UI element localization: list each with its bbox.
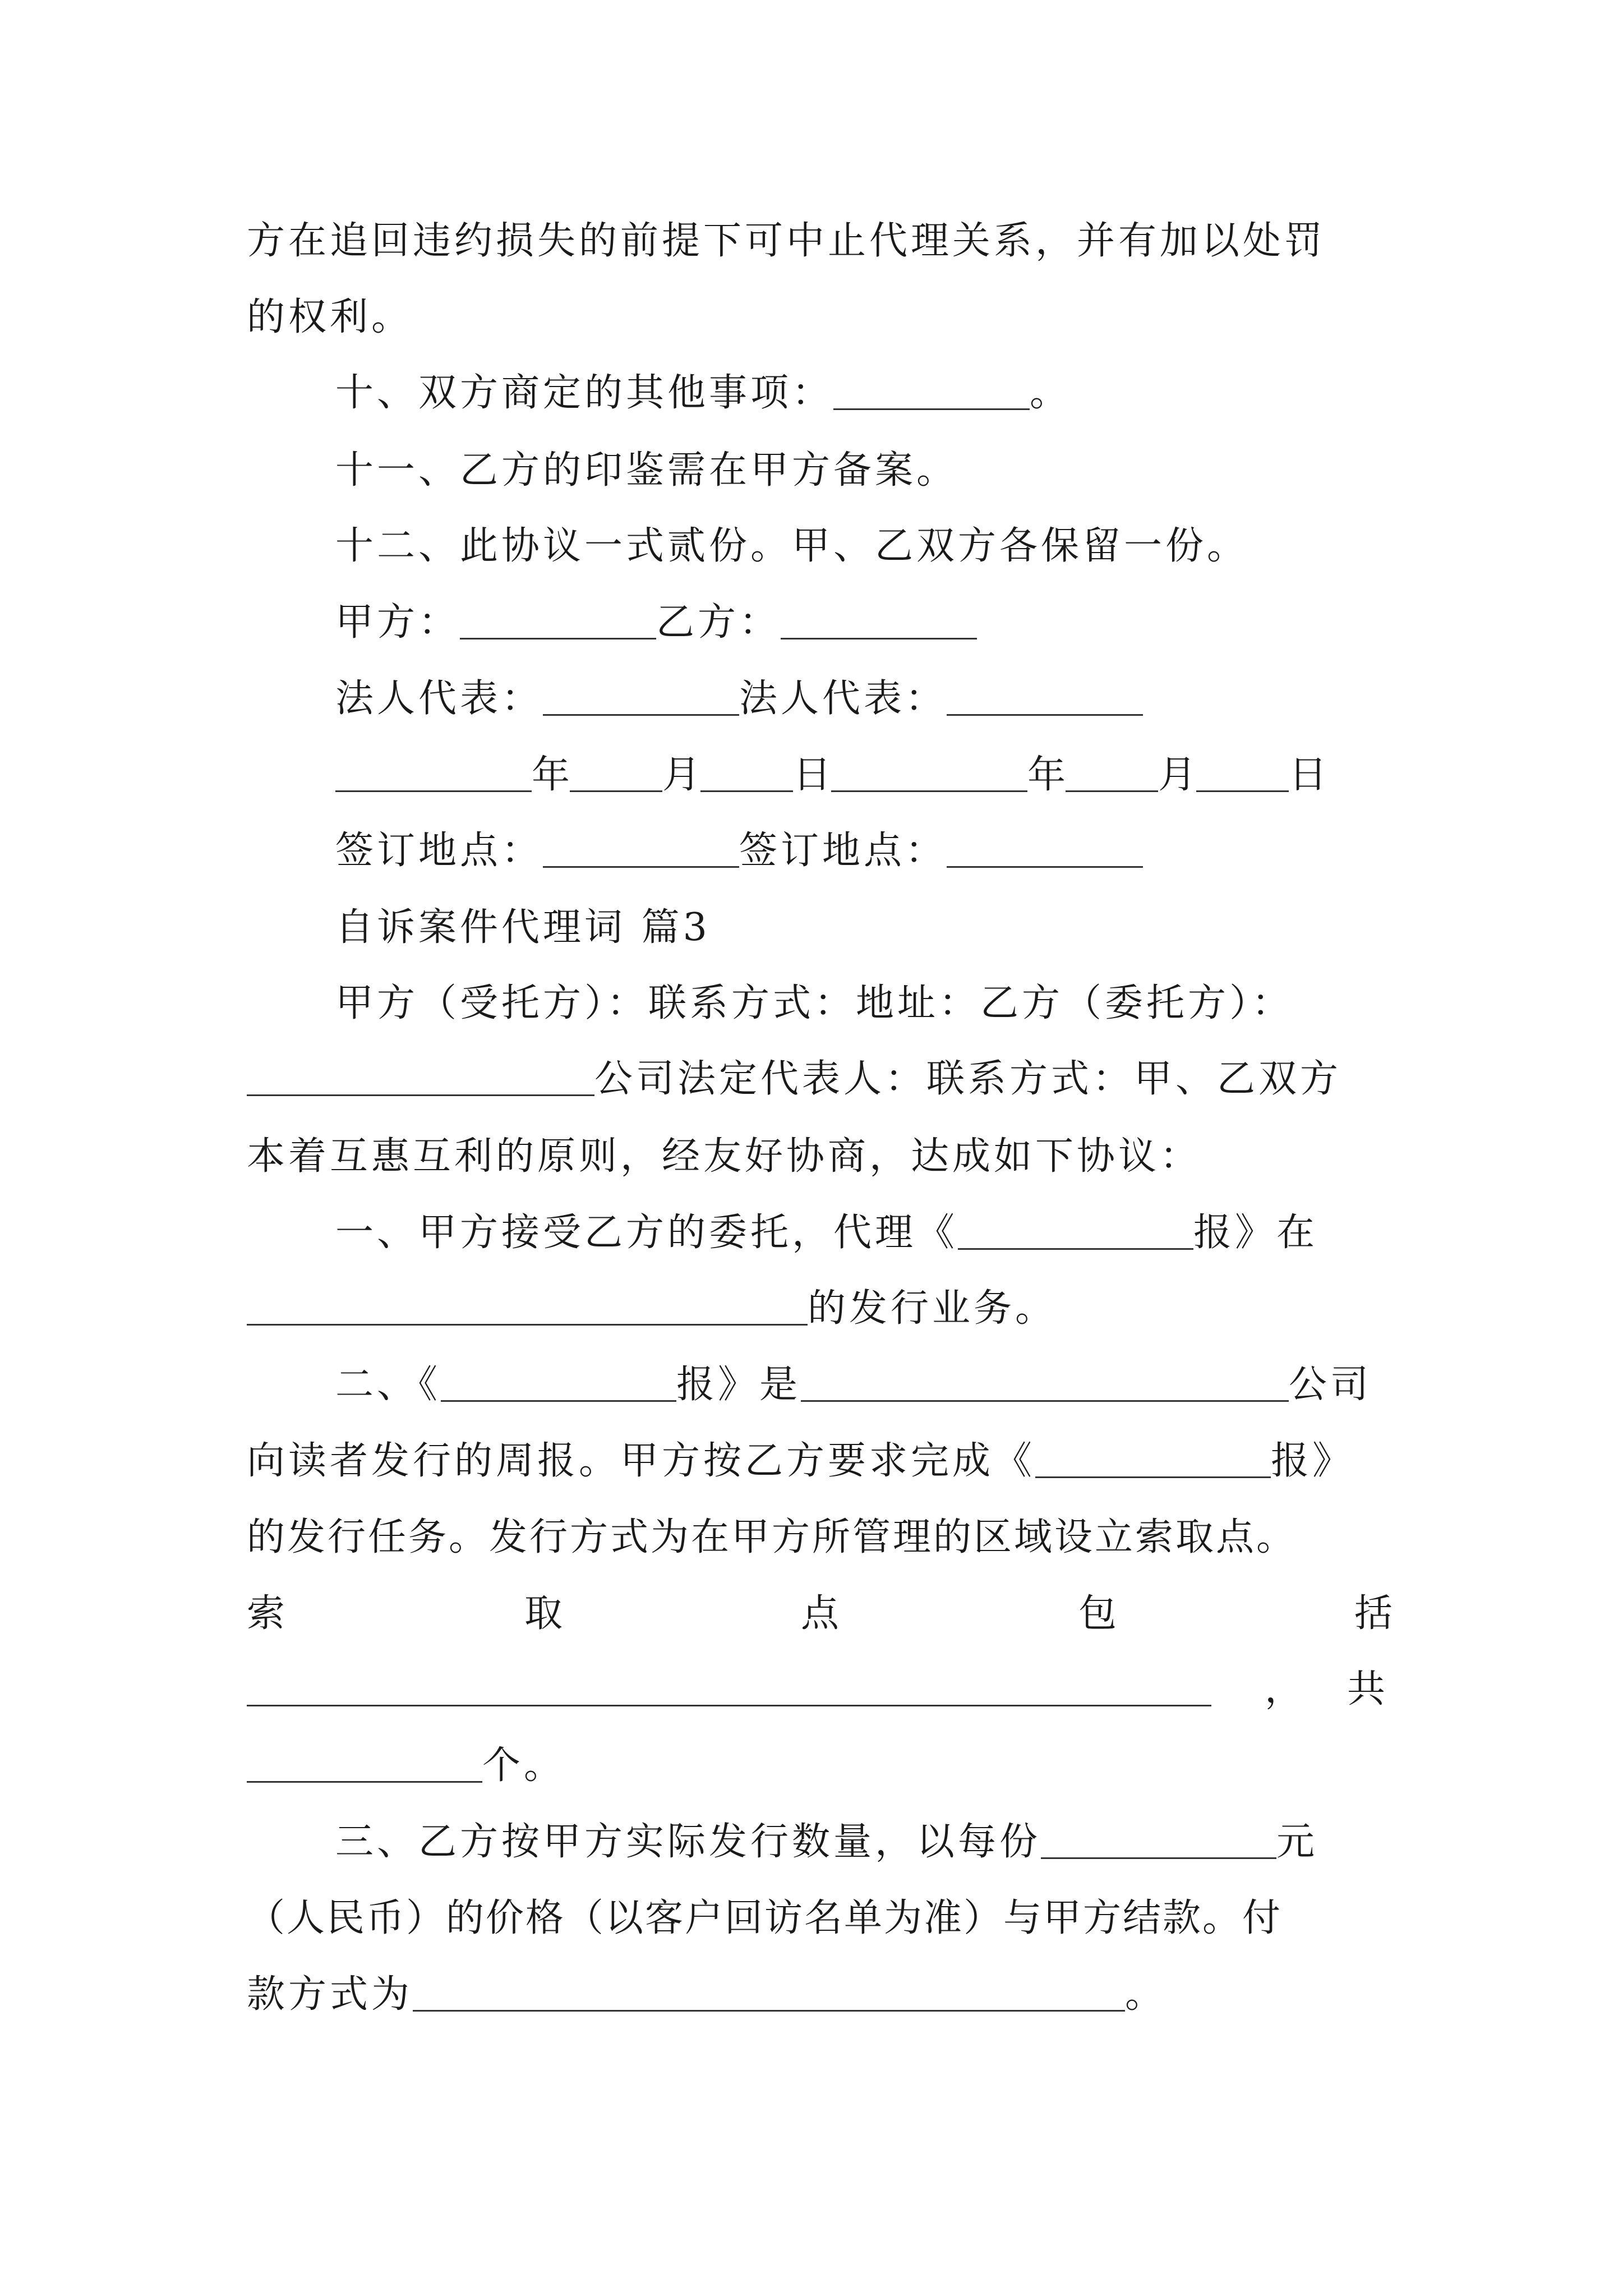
party-b-field[interactable] <box>781 604 977 639</box>
count-field[interactable] <box>247 1747 482 1783</box>
clause-text: 十、双方商定的其他事项： <box>335 371 834 415</box>
clause-text: 报》 <box>1271 1439 1354 1483</box>
newspaper-name-field[interactable] <box>1035 1443 1271 1478</box>
spread-char: 索 <box>247 1591 285 1636</box>
year-a-field[interactable] <box>335 757 532 792</box>
day-b-field[interactable] <box>1196 757 1289 792</box>
clause-text: ， <box>1265 1667 1303 1711</box>
spread-char: 括 <box>1354 1591 1393 1636</box>
principle-line: 本着互惠互利的原则，经友好协商，达成如下协议： <box>247 1134 1202 1179</box>
place-b-field[interactable] <box>947 832 1143 868</box>
clause-text: 一、甲方接受乙方的委托，代理《 <box>335 1211 958 1255</box>
clause-3-payment <box>247 1972 1167 2017</box>
clause-2-cont <box>247 1439 1354 1483</box>
points-field[interactable] <box>247 1671 1211 1706</box>
clause-text: 三、乙方按甲方实际发行数量，以每份 <box>335 1820 1041 1864</box>
clause-3-cont: （人民币）的价格（以客户回访名单为准）与甲方结款。付 <box>247 1896 1283 1940</box>
year-b-field[interactable] <box>831 757 1027 792</box>
parties-line: 甲方（受托方）：联系方式：地址：乙方（委托方）： <box>335 981 1294 1025</box>
clause-text: 元 <box>1276 1820 1318 1864</box>
clause-1 <box>335 1211 1318 1255</box>
party-a-label: 甲方： <box>335 600 460 645</box>
party-a-field[interactable] <box>460 604 656 639</box>
price-field[interactable] <box>1041 1824 1276 1859</box>
text-line: 方在追回违约损失的前提下可中止代理关系，并有加以处罚 <box>247 219 1326 263</box>
clause-2-cont: 的发行任务。发行方式为在甲方所管理的区域设立索取点。 <box>247 1515 1297 1559</box>
spread-char: 点 <box>801 1591 840 1636</box>
company-field[interactable] <box>247 1061 594 1096</box>
clause-text: 的发行业务。 <box>808 1286 1057 1331</box>
company-text: 公司法定代表人：联系方式：甲、乙双方 <box>594 1057 1342 1101</box>
clause-3 <box>335 1820 1318 1864</box>
day-label: 日 <box>793 753 832 797</box>
blank-field[interactable] <box>833 375 1030 410</box>
spread-char: 包 <box>1078 1591 1117 1636</box>
day-a-field[interactable] <box>700 757 793 792</box>
clause-11: 十一、乙方的印鉴需在甲方备案。 <box>335 448 958 493</box>
place-b-label: 签订地点： <box>739 829 947 873</box>
region-field[interactable] <box>247 1290 808 1326</box>
representative-line <box>335 677 1143 721</box>
month-b-field[interactable] <box>1066 757 1158 792</box>
rep-b-label: 法人代表： <box>739 677 947 721</box>
party-line <box>335 600 977 645</box>
place-a-field[interactable] <box>543 832 739 868</box>
signing-place-line <box>335 829 1143 873</box>
date-line <box>335 753 1327 797</box>
clause-text: 。 <box>1125 1972 1167 2017</box>
payment-method-field[interactable] <box>413 1976 1125 2012</box>
spread-char: 取 <box>524 1591 563 1636</box>
rep-b-field[interactable] <box>947 680 1143 716</box>
clause-text: 个。 <box>482 1743 566 1788</box>
clause-2-points <box>247 1667 1386 1711</box>
clause-text: 报》是 <box>676 1363 801 1407</box>
clause-text: 二、《 <box>335 1363 441 1407</box>
company-name-field[interactable] <box>801 1366 1289 1402</box>
day-label: 日 <box>1289 753 1327 797</box>
company-line <box>247 1057 1342 1101</box>
clause-10 <box>335 371 1072 415</box>
clause-text: 报》在 <box>1193 1211 1318 1255</box>
year-label: 年 <box>532 753 570 797</box>
text-line: 的权利。 <box>247 295 413 339</box>
clause-12: 十二、此协议一式贰份。甲、乙双方各保留一份。 <box>335 524 1249 568</box>
rep-a-label: 法人代表： <box>335 677 543 721</box>
clause-text: 向读者发行的周报。甲方按乙方要求完成《 <box>247 1439 1036 1483</box>
section-title: 自诉案件代理词 篇3 <box>335 905 711 950</box>
month-label: 月 <box>1158 753 1197 797</box>
clause-text: 公司 <box>1289 1363 1372 1407</box>
newspaper-name-field[interactable] <box>441 1366 676 1402</box>
clause-1-cont <box>247 1286 1057 1331</box>
year-label: 年 <box>1027 753 1066 797</box>
clause-2-count <box>247 1743 566 1788</box>
clause-text: 款方式为 <box>247 1972 413 2017</box>
rep-a-field[interactable] <box>543 680 739 716</box>
month-a-field[interactable] <box>570 757 662 792</box>
place-a-label: 签订地点： <box>335 829 543 873</box>
party-b-label: 乙方： <box>656 600 781 645</box>
newspaper-name-field[interactable] <box>958 1214 1193 1250</box>
clause-2 <box>335 1363 1372 1407</box>
clause-text: 。 <box>1030 371 1072 415</box>
clause-text: 共 <box>1347 1667 1386 1711</box>
month-label: 月 <box>662 753 701 797</box>
